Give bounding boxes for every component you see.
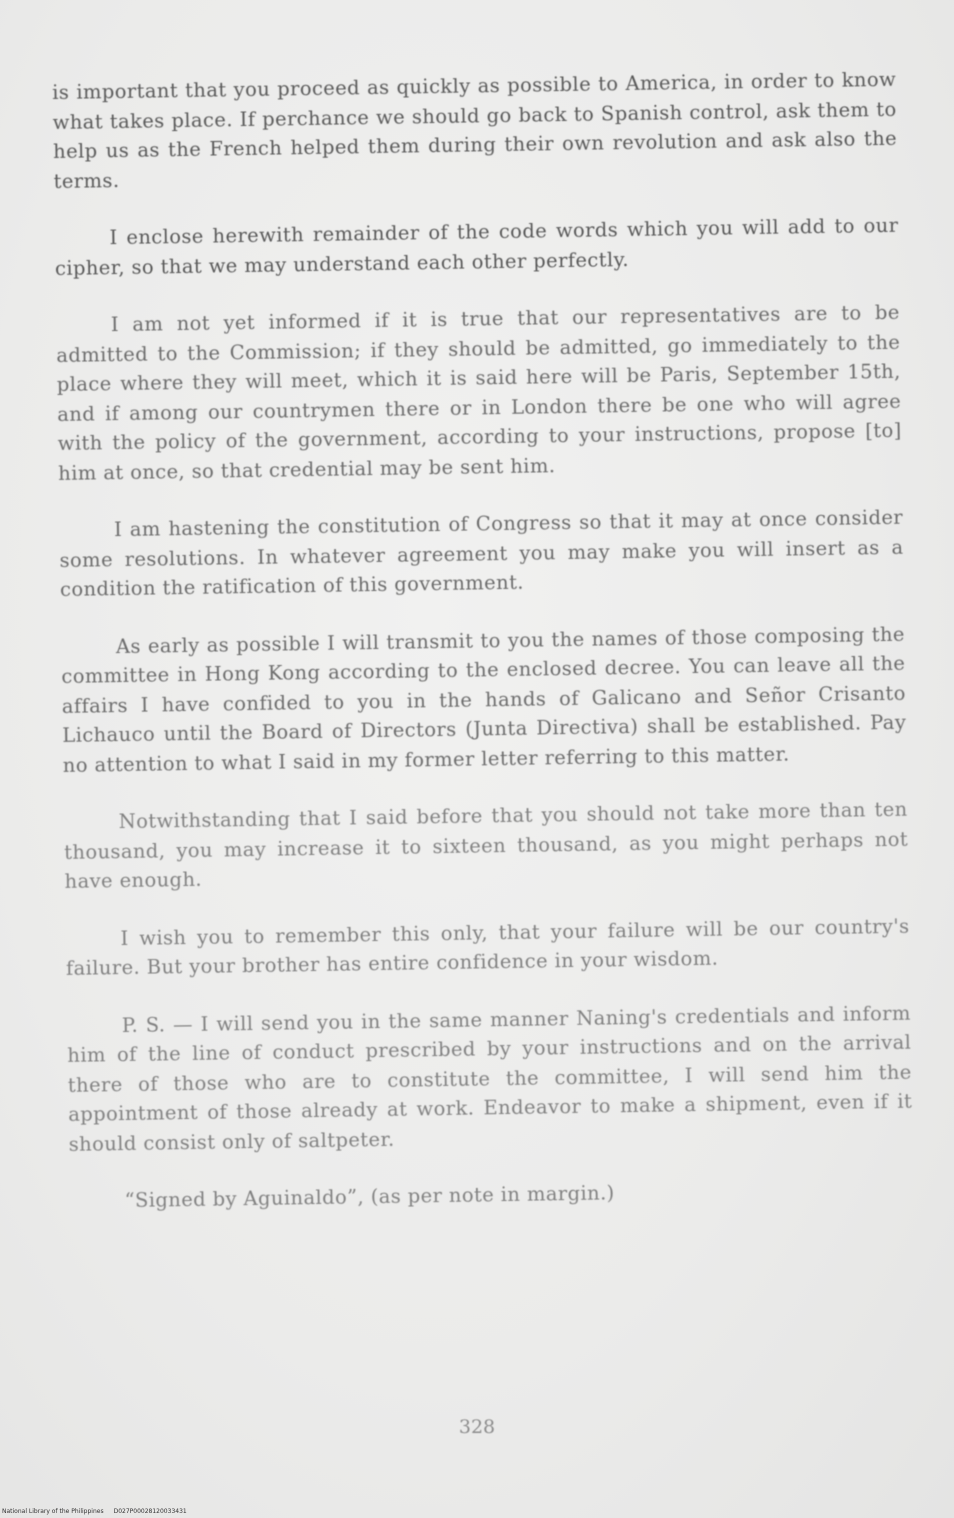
paragraph-signature-note: “Signed by Aguinaldo”, (as per note in margin.) (124, 1181, 615, 1212)
page-number: 328 (458, 1416, 496, 1438)
paragraph-code-words: I enclose herewith remainder of the code words which you will add to our cipher, so that we may understand each other perfectly. (54, 213, 899, 280)
paragraph-commission: I am not yet informed if it is true that our representatives are to be admitted to the Commission; if they should be admitted, go immediately to the place where they will meet, which it is said here will be Paris, September 15th, and if among our countrymen there or in London there be one who will agree with the policy of the government, according to your instructions, propose [to] him at once, so that credential may be sent him. (56, 300, 902, 485)
letter-body (52, 65, 914, 1245)
paragraph-committee: As early as possible I will transmit to you the names of those composing the committee in Hong Kong according to the enclosed decree. You can leave all the affairs I have confided to you in the hands of Galicano and Señor Crisanto Lichauco until the Board of Directors (Junta Directiva) shall be established. Pay no attention to what I said in my former letter referring to this matter. (61, 622, 907, 777)
paragraph-continuation: is important that you proceed as quickly as possible to America, in order to know what takes place. If perchance we should go back to Spanish control, ask them to help us as the French helped them during their own revolution and ask also the terms. (52, 67, 898, 193)
library-name: National Library of the Philippines (2, 1508, 104, 1515)
footer-credit (2, 1508, 187, 1516)
paragraph-postscript: P. S. — I will send you in the same manner Naning's credentials and inform him of the line of conduct prescribed by your instructions and on the arrival there of those who are to constitute the committee, I will send him the appointment of those already at work. Endeavor to make a shipment, even if it should consist only of saltpeter. (67, 1001, 913, 1156)
paragraph-funds: Notwithstanding that I said before that you should not take more than ten thousand, you may increase it to sixteen thousand, as you might perhaps not have enough. (63, 797, 909, 893)
record-id: D027P00028120033431 (113, 1508, 187, 1515)
paragraph-congress: I am hastening the constitution of Congress so that it may at once consider some resolutions. In whatever agreement you may make you will insert as a condition the ratification of this government. (59, 505, 904, 601)
paragraph-confidence: I wish you to remember this only, that your failure will be our country's failure. But your brother has entire confidence in your wisdom. (65, 914, 910, 980)
